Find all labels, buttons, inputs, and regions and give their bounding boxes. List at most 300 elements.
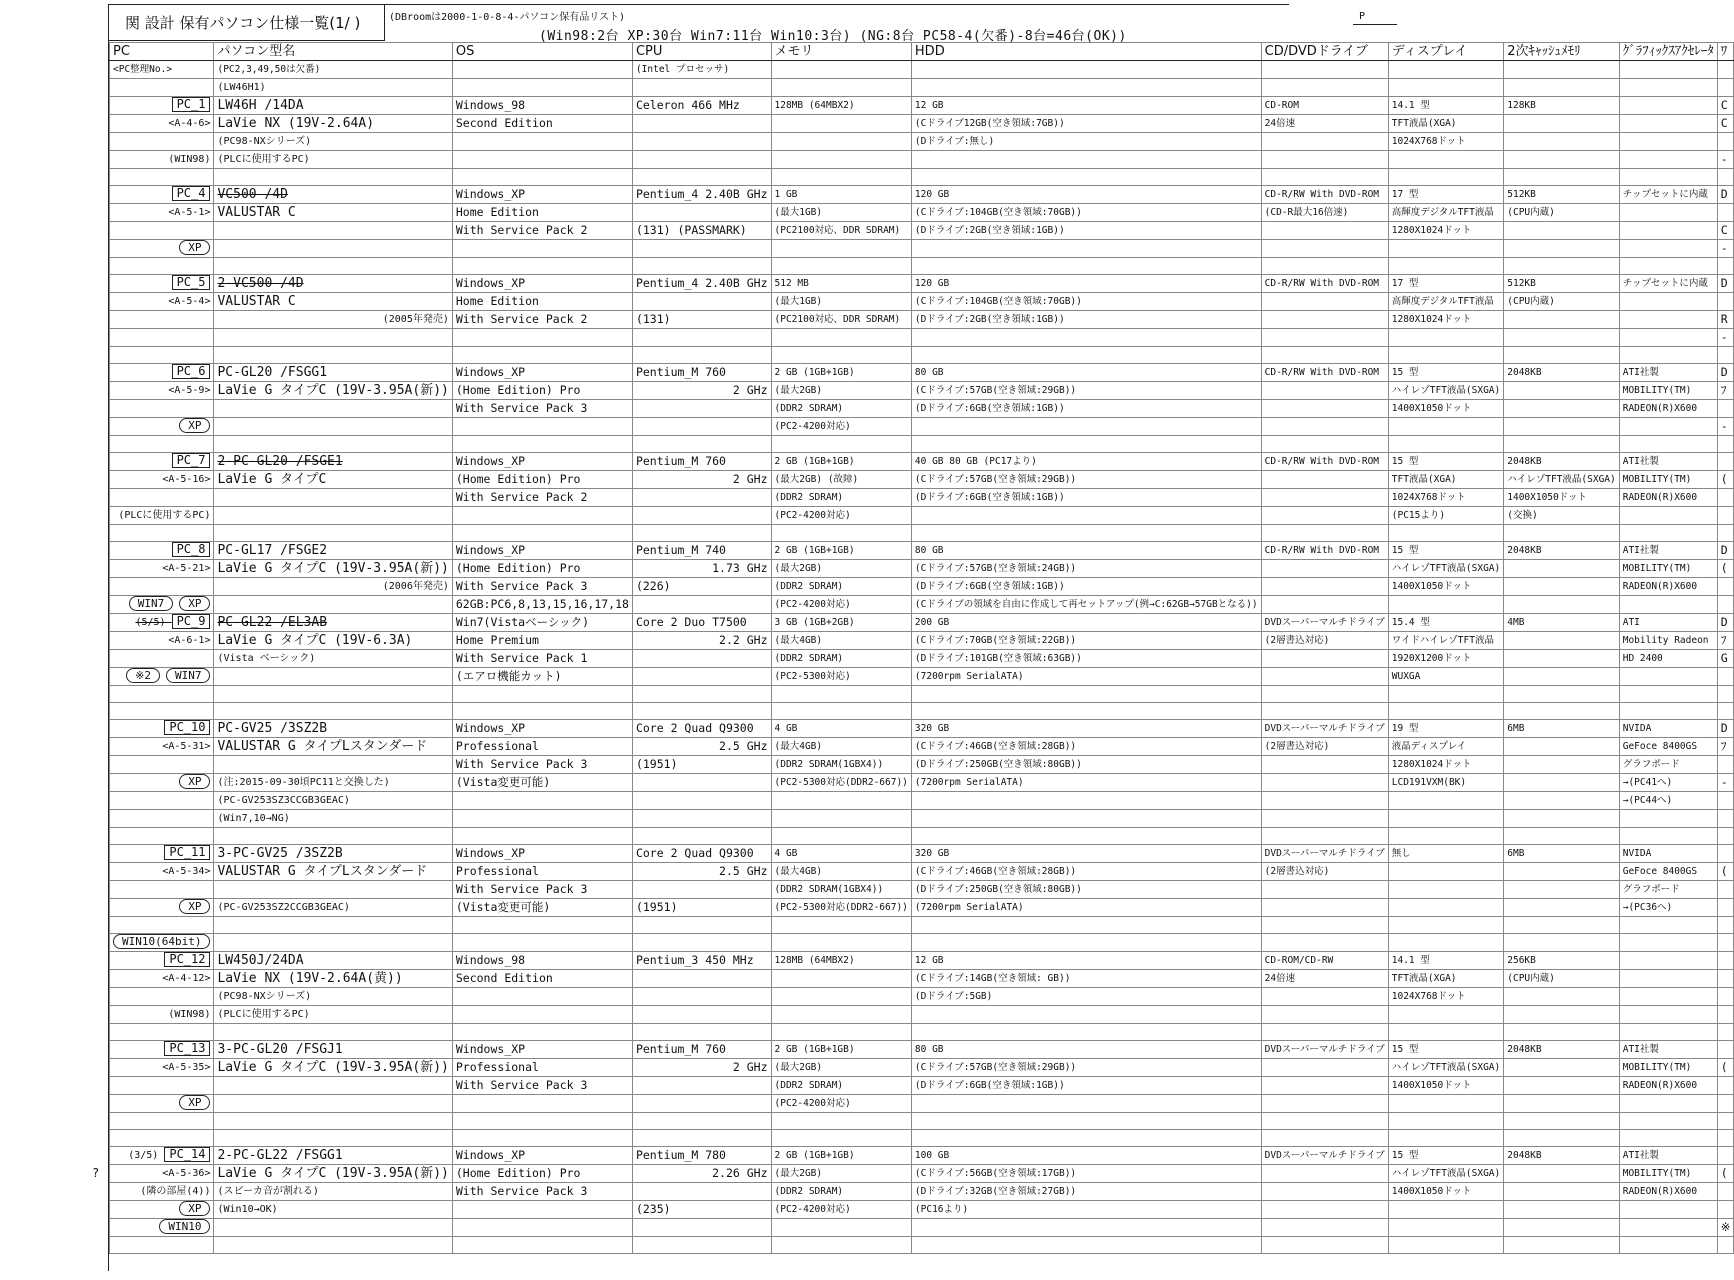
- cell-col-8: 2048KB: [1504, 1041, 1619, 1059]
- cell-col-9: RADEON(R)X600: [1619, 489, 1717, 507]
- cell-col-7: 15 型: [1388, 364, 1503, 382]
- cell-col-0: <A-5-21>: [110, 560, 214, 578]
- cell-col-0: [110, 1095, 214, 1113]
- cell-col-3: Pentium_M 760: [632, 453, 771, 471]
- cell-col-9: [1619, 347, 1717, 364]
- sheet-title: 関 設計 保有パソコン仕様一覧(1/ ): [109, 5, 385, 41]
- cell-col-8: [1504, 738, 1619, 756]
- table-row: [110, 347, 1734, 364]
- cell-col-6: [1261, 79, 1388, 97]
- cell-col-5: (Cドライブの領域を自由に作成して再セットアップ(例→C:62GB→57GBとなる)): [911, 596, 1261, 614]
- cell-col-5: [911, 151, 1261, 169]
- cell-col-7: 1280X1024ドット: [1388, 311, 1503, 329]
- cell-col-4: (PC2100対応、DDR SDRAM): [771, 222, 911, 240]
- cell-col-9: ATI社製: [1619, 453, 1717, 471]
- cell-col-8: [1504, 329, 1619, 347]
- cell-col-4: [771, 686, 911, 703]
- cell-col-2: [452, 61, 632, 79]
- table-row: [110, 222, 1734, 240]
- cell-col-1: PC-GV25 /3SZ2B: [214, 720, 452, 738]
- cell-col-7: ハイレゾTFT液晶(SXGA): [1388, 1165, 1503, 1183]
- cell-col-3: Pentium_M 740: [632, 542, 771, 560]
- cell-col-0: [110, 881, 214, 899]
- cell-col-2: Windows_98: [452, 952, 632, 970]
- cell-col-3: [632, 1006, 771, 1024]
- table-row: [110, 596, 1734, 614]
- cell-col-8: [1504, 400, 1619, 418]
- cell-col-3: [632, 934, 771, 952]
- cell-col-10: [1717, 792, 1734, 810]
- cell-col-7: 高輝度デジタルTFT液晶: [1388, 293, 1503, 311]
- cell-col-10: (: [1717, 471, 1734, 489]
- cell-col-7: 15 型: [1388, 1041, 1503, 1059]
- cell-col-9: ATI社製: [1619, 1147, 1717, 1165]
- table-row: [110, 1059, 1734, 1077]
- cell-col-7: [1388, 863, 1503, 881]
- cell-col-9: [1619, 311, 1717, 329]
- cell-col-4: (PC2-5300対応): [771, 668, 911, 686]
- cell-col-10: C: [1717, 115, 1734, 133]
- cell-col-10: [1717, 436, 1734, 453]
- cell-col-10: [1717, 881, 1734, 899]
- cell-col-0: [110, 436, 214, 453]
- table-row: [110, 115, 1734, 133]
- table-row: [110, 632, 1734, 650]
- cell-col-4: (DDR2 SDRAM): [771, 1183, 911, 1201]
- cell-col-8: [1504, 222, 1619, 240]
- cell-col-7: (PC15より): [1388, 507, 1503, 525]
- cell-col-9: [1619, 222, 1717, 240]
- cell-col-1: (注:2015-09-30頃PC11と交換した): [214, 774, 452, 792]
- cell-col-6: [1261, 151, 1388, 169]
- cell-col-2: [452, 507, 632, 525]
- cell-col-9: [1619, 240, 1717, 258]
- cell-col-1: [214, 668, 452, 686]
- cell-col-4: (DDR2 SDRAM): [771, 400, 911, 418]
- cell-col-10: [1717, 61, 1734, 79]
- cell-col-6: [1261, 1237, 1388, 1254]
- cell-col-8: 2048KB: [1504, 542, 1619, 560]
- cell-col-7: WUXGA: [1388, 668, 1503, 686]
- cell-col-6: [1261, 774, 1388, 792]
- cell-col-5: (Dドライブ:250GB(空き領域:80GB)): [911, 756, 1261, 774]
- cell-col-6: [1261, 1165, 1388, 1183]
- cell-col-4: (最大2GB): [771, 382, 911, 400]
- cell-col-9: ATI社製: [1619, 1041, 1717, 1059]
- spec-sheet: [108, 4, 1731, 1271]
- cell-col-9: [1619, 169, 1717, 186]
- cell-col-6: [1261, 703, 1388, 720]
- cell-col-5: 320 GB: [911, 845, 1261, 863]
- cell-col-3: [632, 169, 771, 186]
- cell-col-8: [1504, 1095, 1619, 1113]
- cell-col-9: [1619, 1201, 1717, 1219]
- cell-col-3: [632, 347, 771, 364]
- cell-col-3: [632, 400, 771, 418]
- cell-col-6: [1261, 810, 1388, 828]
- cell-col-5: [911, 686, 1261, 703]
- cell-col-8: [1504, 596, 1619, 614]
- cell-col-4: 4 GB: [771, 720, 911, 738]
- cell-col-7: [1388, 899, 1503, 917]
- cell-col-3: [632, 703, 771, 720]
- cell-col-7: 1024X768ドット: [1388, 489, 1503, 507]
- table-row: [110, 810, 1734, 828]
- cell-col-2: Windows_XP: [452, 453, 632, 471]
- cell-col-4: (PC2-4200対応): [771, 1201, 911, 1219]
- cell-col-1: (PC2,3,49,50は欠番): [214, 61, 452, 79]
- cell-col-6: 24倍速: [1261, 970, 1388, 988]
- cell-col-1: [214, 489, 452, 507]
- cell-col-4: [771, 1024, 911, 1041]
- cell-col-0: [110, 774, 214, 792]
- cell-col-10: [1717, 668, 1734, 686]
- cell-col-10: D: [1717, 542, 1734, 560]
- cell-col-0: [110, 542, 214, 560]
- cell-col-3: [632, 1077, 771, 1095]
- cell-col-2: [452, 436, 632, 453]
- cell-col-10: C: [1717, 222, 1734, 240]
- cell-col-10: [1717, 507, 1734, 525]
- cell-col-1: 2-PC-GL20 /FSGE1: [214, 453, 452, 471]
- cell-col-10: ﾜ: [1717, 43, 1734, 61]
- cell-col-1: [214, 507, 452, 525]
- cell-col-5: (Cドライブ:104GB(空き領域:70GB)): [911, 204, 1261, 222]
- cell-col-4: [771, 988, 911, 1006]
- cell-col-7: ハイレゾTFT液晶(SXGA): [1388, 1059, 1503, 1077]
- cell-col-6: [1261, 560, 1388, 578]
- pc-number-box: PC_11: [164, 845, 210, 860]
- cell-col-7: 1280X1024ドット: [1388, 756, 1503, 774]
- table-row: [110, 525, 1734, 542]
- cell-col-3: Pentium_M 780: [632, 1147, 771, 1165]
- cell-col-2: [452, 934, 632, 952]
- cell-col-0: [110, 614, 214, 632]
- cell-col-9: MOBILITY(TM): [1619, 1059, 1717, 1077]
- cell-col-2: Windows_98: [452, 97, 632, 115]
- pc-number-box: PC_6: [172, 364, 211, 379]
- cell-col-5: 120 GB: [911, 275, 1261, 293]
- cell-col-6: [1261, 436, 1388, 453]
- cell-col-8: [1504, 240, 1619, 258]
- pc-number-box: PC_1: [172, 97, 211, 112]
- cell-col-4: [771, 240, 911, 258]
- cell-col-1: LaVie G タイプC: [214, 471, 452, 489]
- cell-col-4: [771, 1219, 911, 1237]
- cell-col-2: (Home Edition) Pro: [452, 471, 632, 489]
- cell-col-9: [1619, 293, 1717, 311]
- cell-col-6: [1261, 489, 1388, 507]
- cell-col-9: NVIDA: [1619, 720, 1717, 738]
- table-row: [110, 542, 1734, 560]
- cell-col-10: D: [1717, 720, 1734, 738]
- cell-col-5: (Dドライブ:32GB(空き領域:27GB)): [911, 1183, 1261, 1201]
- cell-col-5: [911, 934, 1261, 952]
- cell-col-10: [1717, 347, 1734, 364]
- cell-col-3: 2 GHz: [632, 1059, 771, 1077]
- cell-col-2: With Service Pack 3: [452, 1183, 632, 1201]
- cell-col-9: RADEON(R)X600: [1619, 578, 1717, 596]
- cell-col-9: RADEON(R)X600: [1619, 1183, 1717, 1201]
- cell-col-4: [771, 1006, 911, 1024]
- cell-col-3: CPU: [632, 43, 771, 61]
- cell-col-5: (Dドライブ:2GB(空き領域:1GB)): [911, 222, 1261, 240]
- cell-col-5: 100 GB: [911, 1147, 1261, 1165]
- table-row: [110, 418, 1734, 436]
- cell-col-0: [110, 79, 214, 97]
- cell-col-0: <PC整理No.>: [110, 61, 214, 79]
- cell-col-6: [1261, 169, 1388, 186]
- cell-col-4: [771, 1130, 911, 1147]
- cell-col-6: [1261, 133, 1388, 151]
- cell-col-0: <A-4-6>: [110, 115, 214, 133]
- cell-col-3: [632, 1219, 771, 1237]
- cell-col-4: (PC2-4200対応): [771, 596, 911, 614]
- cell-col-1: LaVie G タイプC (19V-3.95A(新)): [214, 1165, 452, 1183]
- cell-col-0: [110, 810, 214, 828]
- cell-col-1: (PC98-NXシリーズ): [214, 988, 452, 1006]
- cell-col-7: [1388, 881, 1503, 899]
- cell-col-0: [110, 650, 214, 668]
- cell-col-1: [214, 418, 452, 436]
- cell-col-8: [1504, 774, 1619, 792]
- cell-col-1: LaVie NX (19V-2.64A): [214, 115, 452, 133]
- cell-col-4: 2 GB (1GB+1GB): [771, 453, 911, 471]
- cell-col-0: <A-5-36>: [110, 1165, 214, 1183]
- cell-col-5: (Cドライブ12GB(空き領域:7GB)): [911, 115, 1261, 133]
- table-row: [110, 650, 1734, 668]
- cell-col-8: 2048KB: [1504, 1147, 1619, 1165]
- cell-col-10: (: [1717, 560, 1734, 578]
- cell-col-9: MOBILITY(TM): [1619, 471, 1717, 489]
- cell-col-1: PC-GL22 /EL3AB: [214, 614, 452, 632]
- cell-col-5: [911, 1006, 1261, 1024]
- cell-col-4: [771, 970, 911, 988]
- cell-col-10: [1717, 258, 1734, 275]
- cell-col-5: (Dドライブ:6GB(空き領域:1GB)): [911, 578, 1261, 596]
- table-row: [110, 845, 1734, 863]
- cell-col-0: [110, 347, 214, 364]
- cell-col-4: 2 GB (1GB+1GB): [771, 364, 911, 382]
- cell-col-6: [1261, 418, 1388, 436]
- cell-col-0: [110, 186, 214, 204]
- table-row: [110, 668, 1734, 686]
- cell-col-8: [1504, 311, 1619, 329]
- cell-col-5: 80 GB: [911, 1041, 1261, 1059]
- cell-col-2: With Service Pack 3: [452, 881, 632, 899]
- cell-col-7: TFT液晶(XGA): [1388, 970, 1503, 988]
- table-row: [110, 774, 1734, 792]
- cell-col-0: (WIN98): [110, 151, 214, 169]
- cell-col-10: [1717, 1041, 1734, 1059]
- pc-prefix: (5/5): [135, 617, 166, 628]
- cell-col-5: 320 GB: [911, 720, 1261, 738]
- cell-col-10: (: [1717, 863, 1734, 881]
- cell-col-4: [771, 258, 911, 275]
- cell-col-1: [214, 1077, 452, 1095]
- cell-col-3: 2.26 GHz: [632, 1165, 771, 1183]
- cell-col-4: (PC2-5300対応(DDR2-667)): [771, 899, 911, 917]
- cell-col-4: [771, 347, 911, 364]
- cell-col-6: [1261, 400, 1388, 418]
- cell-col-8: [1504, 1201, 1619, 1219]
- cell-col-1: VALUSTAR C: [214, 204, 452, 222]
- cell-col-10: [1717, 1130, 1734, 1147]
- cell-col-2: [452, 79, 632, 97]
- cell-col-5: [911, 1130, 1261, 1147]
- cell-col-2: With Service Pack 2: [452, 311, 632, 329]
- cell-col-3: Core 2 Quad Q9300: [632, 720, 771, 738]
- cell-col-7: [1388, 828, 1503, 845]
- cell-col-2: With Service Pack 3: [452, 400, 632, 418]
- cell-col-5: [911, 810, 1261, 828]
- cell-col-3: (131): [632, 311, 771, 329]
- table-row: [110, 1237, 1734, 1254]
- cell-col-7: 液晶ディスプレイ: [1388, 738, 1503, 756]
- cell-col-9: [1619, 686, 1717, 703]
- cell-col-5: [911, 1095, 1261, 1113]
- os-oval-badge: XP: [179, 240, 210, 255]
- cell-col-3: (235): [632, 1201, 771, 1219]
- cell-col-8: [1504, 578, 1619, 596]
- cell-col-6: [1261, 293, 1388, 311]
- cell-col-6: DVDスーパーマルチドライブ: [1261, 1041, 1388, 1059]
- cell-col-1: [214, 525, 452, 542]
- cell-col-2: [452, 1201, 632, 1219]
- cell-col-3: [632, 258, 771, 275]
- cell-col-4: [771, 810, 911, 828]
- cell-col-8: 128KB: [1504, 97, 1619, 115]
- cell-col-4: 4 GB: [771, 845, 911, 863]
- cell-col-7: 15.4 型: [1388, 614, 1503, 632]
- cell-col-10: D: [1717, 275, 1734, 293]
- cell-col-3: Pentium_4 2.40B GHz: [632, 186, 771, 204]
- cell-col-3: [632, 1183, 771, 1201]
- table-row: [110, 828, 1734, 845]
- cell-col-3: [632, 828, 771, 845]
- cell-col-3: 2 GHz: [632, 471, 771, 489]
- cell-col-9: ｸﾞﾗﾌｨｯｸｽｱｸｾﾚｰﾀ: [1619, 43, 1717, 61]
- cell-col-2: [452, 240, 632, 258]
- cell-col-6: [1261, 1077, 1388, 1095]
- cell-col-3: [632, 1237, 771, 1254]
- page-underline: [1353, 24, 1397, 25]
- cell-col-0: <A-5-35>: [110, 1059, 214, 1077]
- cell-col-2: [452, 258, 632, 275]
- cell-col-8: [1504, 79, 1619, 97]
- cell-col-5: [911, 418, 1261, 436]
- cell-col-6: [1261, 61, 1388, 79]
- cell-col-4: (最大2GB): [771, 1059, 911, 1077]
- cell-col-2: [452, 1113, 632, 1130]
- cell-col-4: 512 MB: [771, 275, 911, 293]
- pc-number-box: PC_12: [164, 952, 210, 967]
- cell-col-9: [1619, 1006, 1717, 1024]
- cell-col-6: CD-R/RW With DVD-ROM: [1261, 186, 1388, 204]
- table-row: [110, 1095, 1734, 1113]
- cell-col-0: [110, 756, 214, 774]
- cell-col-2: Windows_XP: [452, 275, 632, 293]
- cell-col-3: (Intel プロセッサ): [632, 61, 771, 79]
- cell-col-0: [110, 828, 214, 845]
- cell-col-5: (Cドライブ:57GB(空き領域:29GB)): [911, 1059, 1261, 1077]
- cell-col-5: [911, 507, 1261, 525]
- cell-col-2: Home Premium: [452, 632, 632, 650]
- cell-col-7: 14.1 型: [1388, 952, 1503, 970]
- cell-col-2: Windows_XP: [452, 186, 632, 204]
- cell-col-2: Windows_XP: [452, 720, 632, 738]
- cell-col-0: [110, 1201, 214, 1219]
- cell-col-9: [1619, 1024, 1717, 1041]
- cell-col-0: [110, 1237, 214, 1254]
- cell-col-2: [452, 1219, 632, 1237]
- cell-col-6: (CD-R最大16倍速): [1261, 204, 1388, 222]
- cell-col-4: (PC2-4200対応): [771, 507, 911, 525]
- cell-col-3: [632, 1113, 771, 1130]
- cell-col-1: [214, 1130, 452, 1147]
- cell-col-2: [452, 1130, 632, 1147]
- cell-col-7: [1388, 240, 1503, 258]
- cell-col-2: Second Edition: [452, 115, 632, 133]
- cell-col-2: With Service Pack 2: [452, 489, 632, 507]
- cell-col-1: 2-PC-GL22 /FSGG1: [214, 1147, 452, 1165]
- cell-col-2: Windows_XP: [452, 1147, 632, 1165]
- cell-col-2: Home Edition: [452, 204, 632, 222]
- cell-col-5: [911, 79, 1261, 97]
- cell-col-7: [1388, 79, 1503, 97]
- os-oval-badge: XP: [179, 418, 210, 433]
- cell-col-1: [214, 703, 452, 720]
- cell-col-3: (1951): [632, 899, 771, 917]
- cell-col-1: LW46H /14DA: [214, 97, 452, 115]
- cell-col-10: [1717, 1095, 1734, 1113]
- cell-col-3: 2.2 GHz: [632, 632, 771, 650]
- cell-col-7: [1388, 61, 1503, 79]
- cell-col-9: ATI: [1619, 614, 1717, 632]
- cell-col-10: ﾌ: [1717, 738, 1734, 756]
- cell-col-2: (Vista変更可能): [452, 899, 632, 917]
- cell-col-1: LaVie NX (19V-2.64A(黄)): [214, 970, 452, 988]
- cell-col-5: 12 GB: [911, 952, 1261, 970]
- cell-col-10: [1717, 596, 1734, 614]
- cell-col-10: [1717, 917, 1734, 934]
- cell-col-9: [1619, 61, 1717, 79]
- cell-col-6: [1261, 988, 1388, 1006]
- cell-col-2: [452, 1024, 632, 1041]
- cell-col-4: [771, 934, 911, 952]
- cell-col-3: [632, 970, 771, 988]
- cell-col-5: 12 GB: [911, 97, 1261, 115]
- cell-col-4: (DDR2 SDRAM): [771, 650, 911, 668]
- cell-col-2: (Home Edition) Pro: [452, 1165, 632, 1183]
- pc-number-box: PC_13: [164, 1041, 210, 1056]
- pc-number-box: PC_7: [172, 453, 211, 468]
- os-oval-badge: WIN10(64bit): [113, 934, 210, 949]
- cell-col-9: →(PC44へ): [1619, 792, 1717, 810]
- cell-col-5: [911, 61, 1261, 79]
- table-row: [110, 204, 1734, 222]
- cell-col-1: [214, 686, 452, 703]
- table-row: [110, 1147, 1734, 1165]
- table-row: [110, 1041, 1734, 1059]
- cell-col-10: ※: [1717, 1219, 1734, 1237]
- cell-col-2: [452, 1237, 632, 1254]
- cell-col-1: (Win7,10→NG): [214, 810, 452, 828]
- cell-col-4: (DDR2 SDRAM): [771, 489, 911, 507]
- cell-col-3: [632, 917, 771, 934]
- cell-col-9: [1619, 204, 1717, 222]
- cell-col-10: [1717, 453, 1734, 471]
